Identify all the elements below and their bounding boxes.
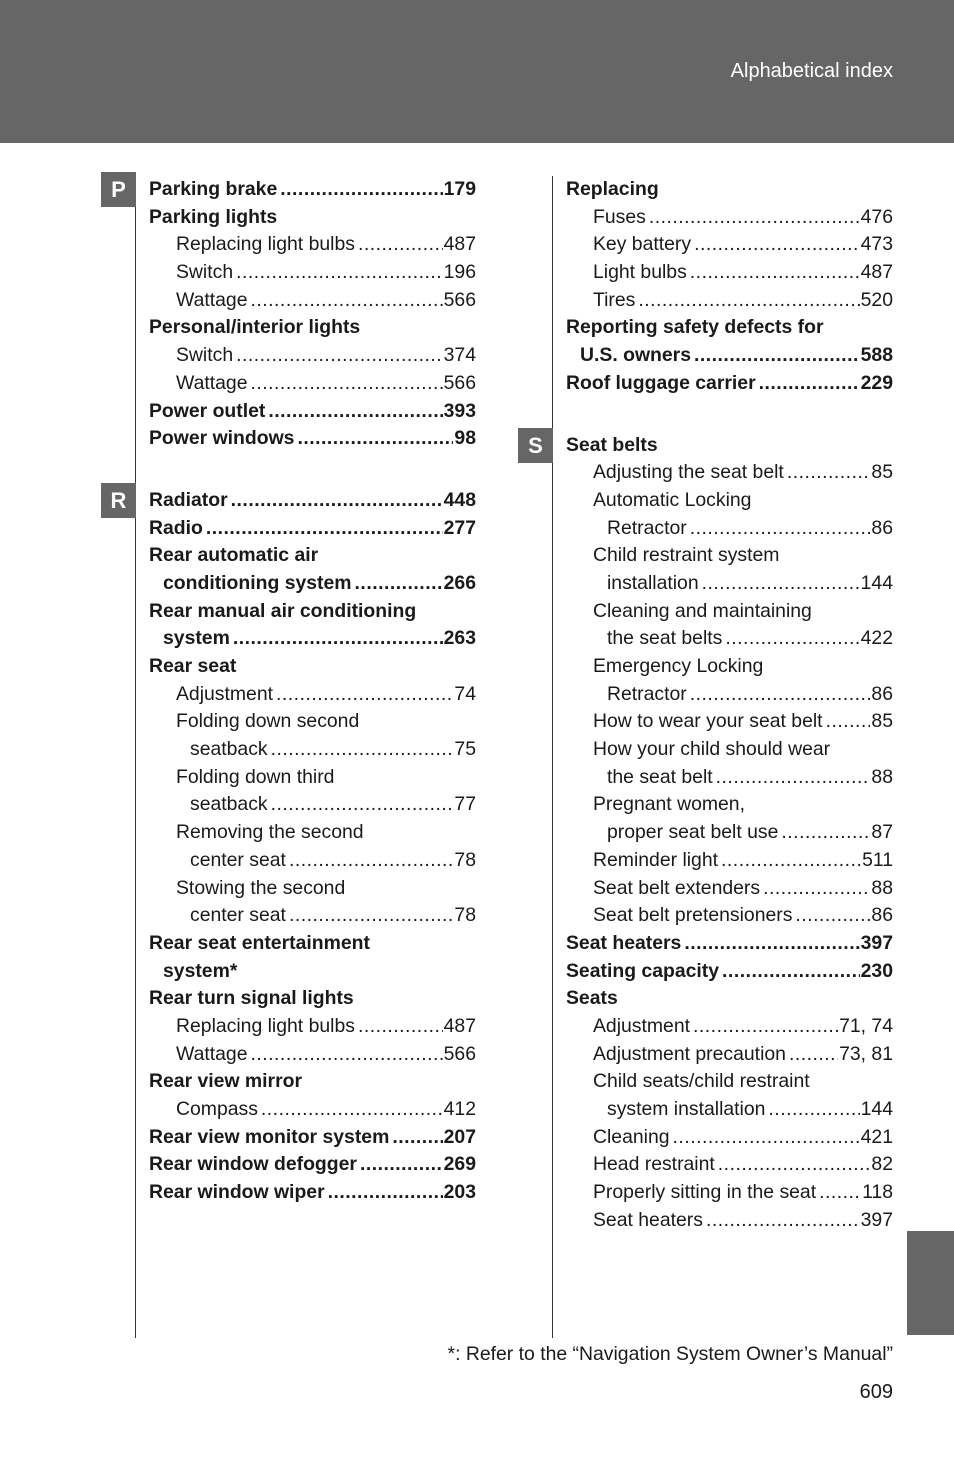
index-entry-text: seatback xyxy=(190,738,268,761)
index-entry-text: Rear window wiper xyxy=(149,1181,325,1204)
index-entry xyxy=(566,176,893,204)
leader-dots xyxy=(392,1124,442,1152)
index-entry-page: 78 xyxy=(454,904,476,927)
index-entry-page: 144 xyxy=(860,571,893,594)
index-entry-text: Seat belt extenders xyxy=(593,876,761,899)
header-title: Alphabetical index xyxy=(730,60,893,82)
index-entry-text: Automatic Locking xyxy=(593,488,752,511)
index-entry xyxy=(149,287,476,315)
leader-dots xyxy=(251,370,443,398)
index-entry-text: Rear view monitor system xyxy=(149,1125,390,1148)
index-entry xyxy=(149,819,476,847)
index-entry-text: Rear automatic air xyxy=(149,544,319,567)
index-entry-text: Rear seat xyxy=(149,655,237,677)
index-entry-page: 207 xyxy=(443,1125,476,1148)
index-entry xyxy=(566,708,893,736)
index-entry-page: 448 xyxy=(443,488,476,511)
index-entry-page: 476 xyxy=(860,205,893,228)
index-entry-text: Stowing the second xyxy=(176,876,346,899)
index-entry-page: 397 xyxy=(860,1208,893,1231)
index-entry-text: Power outlet xyxy=(149,399,266,422)
leader-dots xyxy=(280,176,442,204)
leader-dots xyxy=(251,1041,443,1069)
leader-dots xyxy=(721,847,861,875)
index-entry xyxy=(149,653,476,681)
index-entry xyxy=(566,1041,893,1069)
leader-dots xyxy=(690,681,871,709)
leader-dots xyxy=(289,902,453,930)
section-thumb-tab xyxy=(907,1231,954,1335)
index-entry xyxy=(149,570,476,598)
index-entry-text: the seat belts xyxy=(607,627,723,650)
index-entry xyxy=(149,259,476,287)
leader-dots xyxy=(694,342,860,370)
index-entry-text: Personal/interior lights xyxy=(149,316,361,339)
index-entry xyxy=(566,847,893,875)
index-entry-page: 77 xyxy=(454,793,476,816)
index-entry-page: 487 xyxy=(443,1014,476,1037)
index-entry-page: 277 xyxy=(443,516,476,539)
index-entry-text: Seats xyxy=(566,987,618,1010)
index-entry xyxy=(149,598,476,626)
index-entry xyxy=(566,515,893,543)
leader-dots xyxy=(251,287,443,315)
index-entry-text: system installation xyxy=(607,1098,766,1120)
index-entry-text: seatback xyxy=(190,793,268,816)
index-entry xyxy=(149,204,476,232)
index-entry xyxy=(566,259,893,287)
leader-dots xyxy=(206,515,443,543)
leader-dots xyxy=(690,515,871,543)
index-entry-text: Seat heaters xyxy=(593,1208,703,1231)
leader-dots xyxy=(297,425,453,453)
index-entry-text: Adjustment xyxy=(176,682,274,705)
index-entry-text: Emergency Locking xyxy=(593,655,764,677)
index-entry-page: 263 xyxy=(443,627,476,650)
index-entry-page: 511 xyxy=(862,848,893,871)
section-letter-r: R xyxy=(101,483,136,518)
index-entry-text: system xyxy=(163,627,230,650)
index-entry xyxy=(149,342,476,370)
index-entry-text: Cleaning and maintaining xyxy=(593,599,812,622)
index-entry-page: 422 xyxy=(860,627,893,650)
index-entry-text: Rear view mirror xyxy=(149,1070,303,1093)
index-entry xyxy=(566,875,893,903)
left-column-rule xyxy=(135,176,136,1338)
index-entry-page: 269 xyxy=(443,1153,476,1176)
leader-dots xyxy=(690,259,860,287)
index-entry xyxy=(149,930,476,958)
index-entry-text: Seat belts xyxy=(566,433,658,456)
index-entry-page: 230 xyxy=(860,959,893,982)
index-entry xyxy=(149,985,476,1013)
index-entry xyxy=(566,1096,893,1124)
index-entry-text: Child seats/child restraint xyxy=(593,1070,810,1093)
index-entry-page: 487 xyxy=(443,233,476,256)
leader-dots xyxy=(702,570,860,598)
index-column-left xyxy=(149,176,476,1207)
leader-dots xyxy=(261,1096,443,1124)
leader-dots xyxy=(271,791,454,819)
index-entry-text: Radiator xyxy=(149,488,228,511)
index-entry-text: Wattage xyxy=(176,1042,248,1065)
index-entry xyxy=(149,398,476,426)
index-entry xyxy=(566,342,893,370)
index-entry-text: Adjustment precaution xyxy=(593,1042,786,1065)
index-entry-page: 98 xyxy=(454,427,476,450)
index-entry-text: Folding down third xyxy=(176,765,335,788)
leader-dots xyxy=(355,570,443,598)
index-entry-text: Seating capacity xyxy=(566,959,720,982)
index-entry-page: 86 xyxy=(871,516,893,539)
index-entry-text: Power windows xyxy=(149,427,295,450)
leader-dots xyxy=(819,1179,861,1207)
index-entry xyxy=(149,736,476,764)
section-gap xyxy=(566,398,893,432)
index-entry xyxy=(149,1151,476,1179)
index-entry xyxy=(566,958,893,986)
index-entry xyxy=(149,542,476,570)
index-entry-text: Cleaning xyxy=(593,1125,670,1148)
leader-dots xyxy=(718,1151,871,1179)
index-entry xyxy=(566,1207,893,1235)
leader-dots xyxy=(638,287,859,315)
index-entry-page: 374 xyxy=(443,344,476,367)
index-entry xyxy=(149,370,476,398)
index-entry-text: Rear seat entertainment xyxy=(149,931,370,954)
leader-dots xyxy=(358,231,443,259)
index-entry-text: Fuses xyxy=(593,205,646,228)
index-entry-text: Light bulbs xyxy=(593,261,687,284)
index-entry xyxy=(149,625,476,653)
index-entry xyxy=(149,1179,476,1207)
page-number: 609 xyxy=(859,1381,893,1403)
index-entry xyxy=(566,287,893,315)
index-entry xyxy=(566,1068,893,1096)
index-entry-page: 487 xyxy=(860,261,893,284)
index-entry-page: 82 xyxy=(871,1153,893,1176)
index-entry-text: Parking lights xyxy=(149,205,278,228)
leader-dots xyxy=(789,1041,838,1069)
index-entry xyxy=(566,625,893,653)
index-entry-page: 229 xyxy=(860,371,893,394)
leader-dots xyxy=(795,902,870,930)
index-entry-text: Seat heaters xyxy=(566,931,682,954)
index-entry-text: Seat belt pretensioners xyxy=(593,904,793,927)
index-entry xyxy=(149,791,476,819)
index-entry-text: Retractor xyxy=(607,516,687,539)
index-entry xyxy=(566,432,893,460)
leader-dots xyxy=(716,764,871,792)
leader-dots xyxy=(826,708,871,736)
index-entry-page: 566 xyxy=(443,1042,476,1065)
leader-dots xyxy=(328,1179,443,1207)
index-entry-page: 85 xyxy=(871,461,893,484)
index-entry-page: 144 xyxy=(860,1098,893,1120)
index-entry-text: Retractor xyxy=(607,682,687,705)
index-entry xyxy=(566,930,893,958)
index-entry xyxy=(566,204,893,232)
section-letter-s: S xyxy=(518,428,553,463)
index-entry-page: 88 xyxy=(871,876,893,899)
index-entry-page: 88 xyxy=(871,765,893,788)
index-entry-page: 196 xyxy=(443,261,476,284)
index-entry-page: 118 xyxy=(862,1181,893,1204)
index-entry xyxy=(566,487,893,515)
index-entry xyxy=(149,847,476,875)
leader-dots xyxy=(781,819,870,847)
index-entry-text: Replacing light bulbs xyxy=(176,233,355,256)
index-entry-page: 86 xyxy=(871,904,893,927)
footnote: *: Refer to the “Navigation System Owner’s Manual” xyxy=(447,1343,893,1365)
index-entry xyxy=(149,1013,476,1041)
index-entry-page: 520 xyxy=(860,288,893,311)
index-entry-text: Head restraint xyxy=(593,1153,715,1176)
index-entry xyxy=(566,314,893,342)
index-entry-text: Tires xyxy=(593,288,636,311)
index-entry xyxy=(566,736,893,764)
index-entry xyxy=(149,875,476,903)
index-entry-text: Rear manual air conditioning xyxy=(149,599,417,622)
leader-dots xyxy=(768,1096,859,1124)
leader-dots xyxy=(236,259,443,287)
index-entry-text: Rear window defogger xyxy=(149,1153,357,1176)
index-entry-page: 85 xyxy=(871,710,893,733)
index-entry-text: Roof luggage carrier xyxy=(566,371,756,394)
leader-dots xyxy=(673,1124,860,1152)
index-entry-text: Key battery xyxy=(593,233,692,256)
index-entry-text: installation xyxy=(607,571,699,594)
index-entry-page: 87 xyxy=(871,821,893,844)
index-entry xyxy=(566,819,893,847)
index-entry-text: center seat xyxy=(190,848,286,871)
index-entry-page: 566 xyxy=(443,288,476,311)
index-entry-text: U.S. owners xyxy=(580,344,691,367)
leader-dots xyxy=(231,487,443,515)
index-entry xyxy=(566,459,893,487)
index-entry-text: Radio xyxy=(149,516,203,539)
index-entry-page: 588 xyxy=(860,344,893,367)
index-entry-page: 421 xyxy=(860,1125,893,1148)
index-entry xyxy=(566,791,893,819)
index-entry-text: Wattage xyxy=(176,288,248,311)
index-entry xyxy=(566,653,893,681)
index-entry-text: Pregnant women, xyxy=(593,793,745,816)
index-entry-page: 397 xyxy=(860,931,893,954)
index-entry-text: conditioning system xyxy=(163,571,352,594)
index-entry xyxy=(566,542,893,570)
index-entry-text: Folding down second xyxy=(176,710,360,733)
index-entry xyxy=(566,370,893,398)
index-entry-text: Reporting safety defects for xyxy=(566,316,824,339)
index-entry-text: Replacing light bulbs xyxy=(176,1014,355,1037)
leader-dots xyxy=(693,1013,838,1041)
index-entry-text: How your child should wear xyxy=(593,738,831,761)
index-entry-text: Properly sitting in the seat xyxy=(593,1181,817,1204)
index-entry xyxy=(149,1041,476,1069)
index-entry xyxy=(566,231,893,259)
index-entry-text: Reminder light xyxy=(593,848,719,871)
section-gap xyxy=(149,453,476,487)
index-entry xyxy=(566,681,893,709)
index-entry-page: 566 xyxy=(443,371,476,394)
index-entry-page: 266 xyxy=(443,571,476,594)
index-entry xyxy=(566,1124,893,1152)
index-entry-text: Adjustment xyxy=(593,1014,691,1037)
index-entry xyxy=(566,598,893,626)
leader-dots xyxy=(233,625,443,653)
leader-dots xyxy=(684,930,859,958)
index-entry-text: Rear turn signal lights xyxy=(149,987,354,1010)
index-entry-text: Removing the second xyxy=(176,821,364,844)
index-entry-page: 86 xyxy=(871,682,893,705)
leader-dots xyxy=(268,398,442,426)
index-entry-page: 71, 74 xyxy=(839,1014,893,1037)
index-entry xyxy=(149,487,476,515)
index-entry-text: Child restraint system xyxy=(593,544,780,567)
index-entry xyxy=(149,231,476,259)
index-entry xyxy=(149,958,476,986)
index-entry xyxy=(149,764,476,792)
index-entry xyxy=(149,681,476,709)
index-entry-text: Switch xyxy=(176,344,234,367)
leader-dots xyxy=(649,204,860,232)
index-entry xyxy=(566,902,893,930)
index-entry xyxy=(149,708,476,736)
index-entry xyxy=(149,1096,476,1124)
leader-dots xyxy=(289,847,453,875)
index-entry xyxy=(149,176,476,204)
index-entry-page: 473 xyxy=(860,233,893,256)
index-entry-text: center seat xyxy=(190,904,286,927)
index-entry-page: 78 xyxy=(454,848,476,871)
index-entry-page: 203 xyxy=(443,1181,476,1204)
index-entry-text: Parking brake xyxy=(149,178,278,200)
leader-dots xyxy=(271,736,454,764)
index-entry xyxy=(149,1068,476,1096)
index-entry-text: How to wear your seat belt xyxy=(593,710,823,733)
index-entry-text: Switch xyxy=(176,261,234,284)
index-entry-text: system* xyxy=(163,959,238,982)
index-entry-page: 179 xyxy=(443,178,476,200)
index-entry xyxy=(566,764,893,792)
index-entry xyxy=(566,985,893,1013)
section-letter-p: P xyxy=(101,172,136,207)
index-entry-text: Wattage xyxy=(176,371,248,394)
right-column-rule xyxy=(552,176,553,1338)
index-entry-text: Compass xyxy=(176,1098,258,1120)
index-entry xyxy=(149,425,476,453)
index-entry-page: 393 xyxy=(443,399,476,422)
index-entry-text: proper seat belt use xyxy=(607,821,779,844)
index-column-right xyxy=(566,176,893,1234)
index-entry xyxy=(149,515,476,543)
leader-dots xyxy=(725,625,859,653)
index-entry xyxy=(149,902,476,930)
index-entry xyxy=(149,1124,476,1152)
leader-dots xyxy=(722,958,860,986)
index-entry xyxy=(566,1151,893,1179)
index-entry xyxy=(566,1013,893,1041)
index-entry xyxy=(566,1179,893,1207)
leader-dots xyxy=(706,1207,860,1235)
index-entry-text: Adjusting the seat belt xyxy=(593,461,784,484)
leader-dots xyxy=(787,459,871,487)
leader-dots xyxy=(276,681,453,709)
leader-dots xyxy=(358,1013,443,1041)
page-header xyxy=(0,0,954,143)
index-entry-page: 412 xyxy=(443,1098,476,1120)
index-entry-text: the seat belt xyxy=(607,765,713,788)
index-entry xyxy=(149,314,476,342)
leader-dots xyxy=(236,342,443,370)
leader-dots xyxy=(694,231,860,259)
index-entry xyxy=(566,570,893,598)
index-entry-page: 73, 81 xyxy=(839,1042,893,1065)
leader-dots xyxy=(360,1151,443,1179)
index-entry-text: Replacing xyxy=(566,178,659,200)
leader-dots xyxy=(763,875,870,903)
index-entry-page: 75 xyxy=(454,738,476,761)
leader-dots xyxy=(759,370,860,398)
index-entry-page: 74 xyxy=(454,682,476,705)
